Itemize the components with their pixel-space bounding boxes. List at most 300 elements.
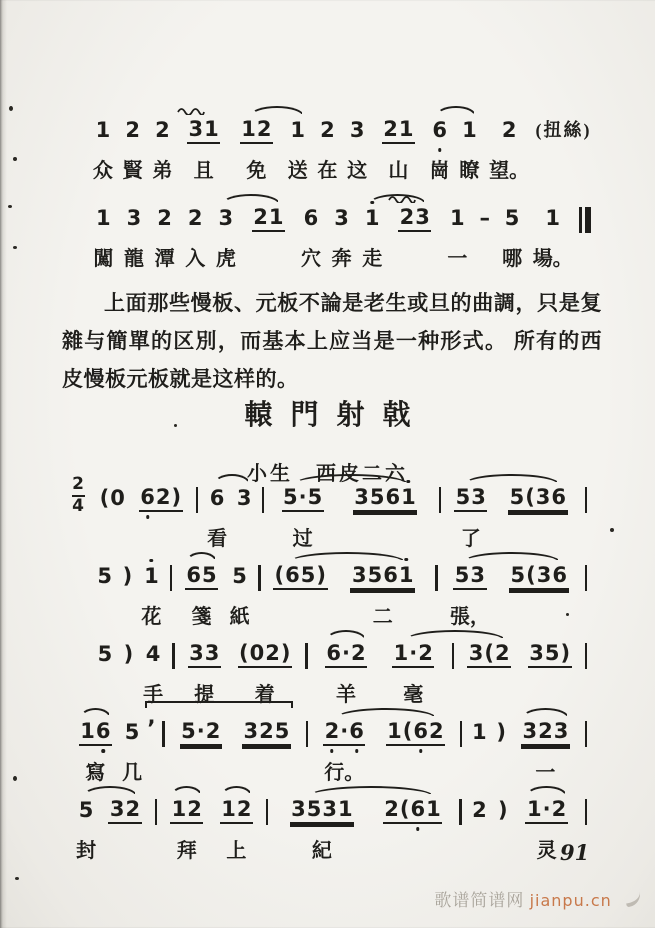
note-char: 2 [324, 718, 340, 743]
note-char: ( [484, 640, 494, 665]
note-cell [342, 100, 372, 183]
lyric-text: 入 [185, 248, 206, 270]
note-row [187, 116, 220, 146]
note-token [79, 718, 112, 746]
note-row [386, 718, 445, 748]
note-char: 3 [189, 640, 204, 665]
note-char: ) [122, 563, 133, 588]
note-row [139, 484, 183, 514]
lyric-text: 在 [317, 160, 338, 182]
lyric-text: 張， [449, 606, 490, 628]
lyric-text: 紙 [229, 606, 250, 628]
note-token [240, 116, 273, 144]
note-cell [138, 546, 166, 629]
barline [435, 565, 438, 591]
note-row [154, 116, 172, 146]
lyric-text: 崗 [429, 160, 450, 182]
note-cell [372, 100, 425, 183]
note-token [503, 205, 521, 231]
note-cell [380, 624, 447, 707]
lyric-text: 哪 [502, 248, 523, 270]
note-char: ( [274, 562, 285, 587]
lyric-text: 闖 [93, 248, 114, 270]
note-char: 1 [337, 796, 353, 821]
barline [172, 643, 175, 669]
note-row [143, 562, 161, 592]
note-row [217, 204, 235, 234]
barline [155, 799, 158, 825]
note-char: 2 [399, 204, 415, 229]
note-char: 1 [204, 116, 219, 141]
paragraph-text: 上面那些慢板、元板不論是老生或旦的曲調，只是复雜与簡單的区別，而基本上应当是一种形式。 所有的西皮慢板元板就是这样的。 [62, 291, 602, 391]
note-char: ) [171, 484, 182, 509]
note-cell [473, 188, 497, 268]
note-char: 6 [432, 117, 447, 142]
note-token [319, 117, 337, 143]
note-char: 1 [401, 484, 416, 509]
note-row [460, 718, 463, 748]
note-cell [179, 624, 229, 707]
note-cell [519, 624, 580, 704]
note-token [382, 116, 415, 144]
note-token [348, 117, 366, 143]
note-row [449, 204, 467, 234]
note-cells-row [88, 188, 592, 271]
main-score-section [62, 468, 592, 862]
note-cell [283, 100, 313, 183]
note-char: ) [583, 120, 591, 140]
meter-cell [62, 468, 94, 548]
note-char: 5 [307, 484, 323, 509]
page-number: 91 [560, 840, 590, 865]
note-cell [527, 188, 578, 271]
note-char: 1 [398, 116, 414, 141]
note-char: 2 [155, 484, 171, 509]
meter-signature [72, 476, 85, 515]
note-cell [425, 100, 455, 183]
note-row [306, 718, 309, 748]
final-barline [579, 207, 591, 233]
note-char: 5 [455, 484, 471, 509]
lyric-text: 看 [207, 528, 228, 550]
note-token [187, 116, 220, 144]
note-token [231, 563, 249, 589]
note-char: 6 [410, 796, 426, 821]
note-char: 3 [535, 484, 551, 509]
note-char: 2 [472, 797, 487, 822]
note-token [208, 485, 226, 511]
meter-numerator: 2 [72, 474, 84, 494]
bar-cell [191, 468, 203, 548]
note-token [235, 485, 253, 511]
note-cell [92, 546, 117, 626]
lyric-text: 山 [388, 160, 409, 182]
note-char: 1 [472, 719, 487, 744]
lyric-text: 上 [226, 840, 247, 862]
top-score-section [88, 100, 592, 276]
note-char: 6 [95, 718, 111, 743]
barline [266, 799, 269, 825]
note-cell [117, 546, 137, 626]
note-char: 2 [125, 117, 140, 142]
barline [258, 565, 261, 591]
lyric-text: 灵 [536, 840, 557, 862]
barline [262, 487, 265, 513]
note-char: 2 [187, 205, 203, 230]
note-row [528, 640, 572, 670]
note-cell [296, 188, 327, 271]
note-char: 2 [236, 796, 252, 821]
note-token [95, 205, 113, 231]
note-char: 1 [221, 796, 236, 821]
note-char: 6 [385, 484, 401, 509]
lyric-text: 二 [372, 606, 393, 628]
note-cells-row [88, 100, 592, 183]
note-token [508, 484, 567, 512]
note-char: 3 [204, 640, 220, 665]
note-char: 3 [471, 484, 486, 509]
note-cell [511, 702, 580, 785]
bar-cell [157, 702, 169, 782]
lyric-text: 一 [447, 248, 468, 270]
note-token [431, 117, 449, 143]
note-token [449, 205, 467, 231]
note-char: · [340, 718, 349, 743]
note-row [289, 116, 307, 146]
note-cell [336, 468, 434, 548]
note-char: 3 [351, 562, 367, 587]
bar-cell [580, 468, 592, 548]
note-row [471, 718, 489, 748]
piece-title: 轅門射戟 [244, 399, 429, 431]
note-char: 2 [494, 640, 510, 665]
note-cell [226, 546, 254, 629]
note-char: 3 [126, 205, 142, 230]
note-cell [88, 100, 118, 183]
scan-speck [13, 246, 17, 249]
final-bar-thin [579, 207, 582, 233]
note-char: 3 [236, 485, 252, 510]
lyric-text: 毫 [403, 684, 424, 706]
note-cells-row [62, 468, 592, 551]
note-row [98, 484, 126, 514]
note-cell [148, 100, 178, 183]
note-row [262, 484, 265, 514]
note-cell [203, 468, 231, 551]
note-cell [467, 702, 491, 782]
note-char: 5 [201, 562, 217, 587]
note-row [478, 204, 492, 234]
note-char: 3 [322, 796, 337, 821]
note-cell [149, 188, 180, 271]
score-line [88, 100, 592, 188]
bar-cell [150, 780, 162, 860]
note-char: 3 [470, 562, 486, 587]
note-char: 2 [501, 117, 517, 142]
note-token [186, 205, 204, 231]
note-cell [211, 188, 242, 271]
note-cells-row [62, 624, 592, 707]
note-token [386, 718, 445, 746]
note-char: 6 [326, 640, 341, 665]
note-char: 5 [504, 205, 520, 230]
lyric-text: 瞭 [459, 160, 480, 182]
note-token [467, 640, 511, 668]
note-char: 1 [393, 640, 409, 665]
note-cell [231, 468, 257, 548]
bar-cell [300, 624, 312, 704]
note-row [95, 204, 113, 234]
note-cell [497, 188, 528, 271]
watermark-swoosh-icon [624, 889, 643, 908]
note-row [235, 484, 253, 514]
note-token [453, 562, 486, 590]
note-row [96, 640, 114, 670]
score-line [88, 188, 592, 276]
barline [305, 643, 308, 669]
note-char: ) [280, 640, 291, 665]
note-row [392, 640, 434, 670]
note-char: 5 [367, 562, 383, 587]
note-cell [442, 188, 473, 271]
note-token [96, 641, 114, 667]
note-token [185, 562, 218, 590]
note-row [534, 116, 592, 146]
note-row [240, 116, 273, 146]
note-row [196, 484, 199, 514]
note-row [500, 116, 518, 146]
note-row [155, 796, 158, 826]
note-row [431, 116, 449, 146]
note-token [525, 796, 567, 824]
note-char: ( [99, 485, 110, 510]
note-row [79, 718, 112, 748]
barline [585, 721, 588, 747]
note-cell [131, 468, 191, 548]
bar-cell [580, 624, 592, 704]
note-char: 6 [551, 484, 567, 509]
bar-cell [257, 468, 269, 548]
scan-speck [13, 157, 17, 161]
note-char: 2 [259, 718, 274, 743]
note-cell [88, 188, 119, 271]
lyric-text: 箋 [191, 606, 212, 628]
note-token [98, 485, 126, 511]
note-char: 5 [300, 562, 316, 587]
note-char: 3 [529, 640, 544, 665]
note-char: 3 [468, 640, 484, 665]
note-token [273, 562, 327, 590]
note-token [180, 718, 222, 746]
note-char: 3 [218, 205, 234, 230]
lyric-text: 这 [347, 160, 368, 182]
note-cell [229, 624, 300, 707]
note-char: 1 [80, 718, 95, 743]
barline [585, 799, 588, 825]
note-char: 6 [383, 562, 398, 587]
note-char: ( [239, 640, 249, 665]
bar-cell [455, 780, 467, 860]
note-cell [212, 780, 262, 863]
note-char: 3 [291, 796, 306, 821]
scan-speck [15, 877, 19, 880]
barline [170, 565, 173, 591]
scan-speck [610, 528, 614, 532]
barline [585, 565, 588, 591]
note-char: 3 [522, 718, 538, 743]
note-cell [230, 100, 283, 183]
lyric-text: 弟 [152, 160, 173, 182]
note-row [521, 718, 570, 748]
note-token [398, 204, 431, 232]
scan-speck [9, 106, 13, 111]
note-row [544, 204, 562, 234]
note-row [439, 484, 442, 514]
note-char: 6 [140, 484, 155, 509]
note-token [122, 641, 135, 667]
note-char: 3 [349, 117, 365, 142]
note-row [121, 562, 134, 592]
note-char: ) [560, 640, 571, 665]
note-cell [455, 100, 485, 183]
note-row [208, 484, 226, 514]
lyric-text: 了 [460, 528, 481, 550]
note-token [383, 796, 442, 824]
lyric-text: 免 [246, 160, 267, 182]
bar-cell [165, 546, 177, 626]
note-cell [273, 780, 370, 863]
lyric-text: 着 [254, 684, 275, 706]
note-token [302, 205, 320, 231]
note-char: 2 [418, 640, 433, 665]
note-char: 2 [157, 205, 172, 230]
note-char: 2 [125, 796, 141, 821]
note-char: ( [402, 718, 413, 743]
note-row [579, 204, 591, 234]
lyric-text: 拜 [176, 840, 197, 862]
note-row [508, 484, 567, 514]
lyric-text: 虎 [215, 248, 236, 270]
note-char: · [342, 640, 350, 665]
note-char: 5 [510, 562, 526, 587]
note-token [325, 640, 367, 668]
note-token [94, 117, 112, 143]
note-char: 扭 [543, 120, 563, 140]
note-char: 1 [387, 718, 402, 743]
breath-cell [145, 702, 157, 782]
note-char: 1 [290, 117, 305, 142]
note-cell [388, 188, 443, 268]
scan-speck [8, 205, 12, 208]
lyric-text: 寫 [85, 762, 106, 784]
lyric-text: 場。 [532, 248, 573, 270]
note-row [162, 718, 165, 748]
barline [585, 643, 588, 669]
note-char: ) [316, 562, 327, 587]
note-row [509, 562, 568, 592]
note-row [108, 796, 141, 826]
note-char: ) [496, 719, 506, 744]
note-row [242, 718, 291, 748]
note-cell [100, 780, 150, 860]
note-char: 1 [526, 796, 542, 821]
note-char: 3 [536, 562, 552, 587]
note-cell [459, 624, 520, 704]
note-cell [326, 188, 357, 271]
note-row [525, 796, 567, 826]
note-row [325, 640, 367, 670]
note-char: 絲 [563, 120, 583, 140]
note-token [353, 484, 418, 512]
note-char: 2 [253, 204, 268, 229]
note-row [467, 640, 511, 670]
score-line [62, 780, 592, 862]
note-row [252, 204, 285, 234]
note-row [323, 718, 365, 748]
note-row [319, 116, 337, 146]
note-cell [119, 702, 146, 785]
note-row [585, 796, 588, 826]
lyric-text: 几 [122, 762, 143, 784]
note-char: 2 [384, 796, 399, 821]
note-char: 2 [538, 718, 553, 743]
note-token [188, 640, 221, 668]
note-char: 5 [509, 484, 525, 509]
note-row [123, 718, 141, 748]
note-cell [492, 702, 511, 782]
note-token [242, 718, 291, 746]
lyric-text: 且 [193, 160, 214, 182]
note-char: 1 [268, 204, 284, 229]
note-row [302, 204, 320, 234]
note-char: 4 [145, 641, 161, 666]
barline [452, 643, 455, 669]
note-token [290, 796, 355, 824]
note-char: 5 [232, 563, 247, 588]
bar-cell [455, 702, 467, 782]
note-cell [265, 546, 335, 626]
barline [439, 487, 442, 513]
note-row [273, 562, 327, 592]
note-row [180, 718, 222, 748]
scan-speck [13, 776, 17, 781]
watermark [434, 886, 641, 911]
lyric-text: 送 [287, 160, 308, 182]
note-row [383, 796, 442, 826]
note-token [471, 719, 489, 745]
note-cell [357, 188, 388, 271]
note-char: 2 [428, 718, 444, 743]
bar-cell [253, 546, 265, 626]
note-cells-row [62, 702, 592, 785]
note-row [453, 562, 486, 592]
lyric-text: 奔 [331, 248, 352, 270]
note-char: 3 [188, 116, 204, 141]
lyric-text: 望。 [489, 160, 530, 182]
note-char: 5 [306, 796, 322, 821]
note-row [585, 718, 588, 748]
note-row [382, 116, 415, 146]
note-row [495, 718, 508, 748]
note-char: 1 [364, 205, 380, 230]
note-cell [335, 546, 430, 629]
note-row [266, 796, 269, 826]
note-row [454, 484, 487, 514]
note-char: 3 [553, 718, 569, 743]
note-char: 1 [95, 117, 111, 142]
note-token [220, 796, 253, 824]
lyric-text: 手 [143, 684, 164, 706]
